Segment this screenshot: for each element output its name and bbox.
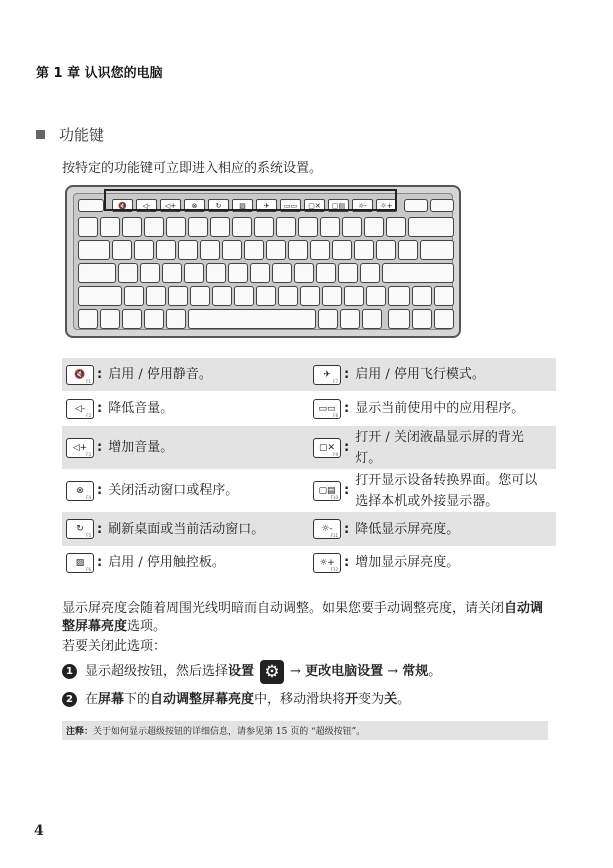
keyboard-key: [178, 240, 198, 260]
keyboard-key: [318, 309, 338, 329]
keyboard-key: [366, 286, 386, 306]
function-description: 打开 / 关闭液晶显示屏的背光灯。: [355, 429, 524, 466]
function-cell: [309, 426, 556, 469]
function-cell: [62, 469, 309, 512]
function-description: 启用 / 停用飞行模式。: [355, 367, 485, 382]
keyboard-key: [386, 217, 406, 237]
function-key-icon: ▢▤ F10: [313, 481, 341, 501]
keyboard-key: [212, 286, 232, 306]
keyboard-key: [166, 217, 186, 237]
keyboard-key: [382, 263, 454, 283]
keyboard-key: [398, 240, 418, 260]
function-key: ◁-: [136, 199, 157, 212]
function-key-icon: ☼+ F12: [313, 553, 341, 573]
keyboard-key: [388, 286, 410, 306]
chapter-title: 第 1 章 认识您的电脑: [36, 66, 163, 81]
keyboard-key: [316, 263, 336, 283]
keyboard-key: [298, 217, 318, 237]
function-description: 降低音量。: [108, 401, 174, 416]
function-row: [62, 512, 556, 546]
note-box: [62, 721, 548, 740]
keyboard-key: [278, 286, 298, 306]
keyboard-key: [254, 217, 274, 237]
keyboard-key: [100, 217, 120, 237]
function-key-icon: ▢✕ F9: [313, 438, 341, 458]
function-description: 启用 / 停用静音。: [108, 367, 212, 382]
keyboard-key: [234, 286, 254, 306]
keyboard-key: [288, 240, 308, 260]
section-heading: [36, 124, 104, 145]
keyboard-key: [78, 240, 110, 260]
keyboard-key: [140, 263, 160, 283]
keyboard-key: [404, 199, 428, 212]
keyboard-key: [144, 217, 164, 237]
keyboard-key: [168, 286, 188, 306]
keyboard-key: [388, 309, 410, 329]
colon: :: [344, 555, 350, 570]
keyboard-key: [310, 240, 330, 260]
function-key-icon: ⊗ F4: [66, 481, 94, 501]
keyboard-key: [222, 240, 242, 260]
auto-brightness-option: 自动调整屏幕亮度: [62, 601, 544, 634]
keyboard-key: [210, 217, 230, 237]
function-key: ▨: [232, 199, 253, 212]
function-key-icon: ✈ F7: [313, 365, 341, 385]
keyboard-key: [190, 286, 210, 306]
keyboard-key: [360, 263, 380, 283]
keyboard-key: [78, 263, 116, 283]
keyboard-key: [338, 263, 358, 283]
keyboard-key: [78, 286, 122, 306]
function-cell: [62, 546, 309, 579]
function-key: ▢✕: [304, 199, 325, 212]
keyboard-key: [266, 240, 286, 260]
keyboard-key: [162, 263, 182, 283]
function-key-table: [62, 358, 556, 579]
function-key: ▢▤: [328, 199, 349, 212]
colon: :: [97, 555, 103, 570]
function-key: ☼-: [352, 199, 373, 212]
keyboard-key: [256, 286, 276, 306]
function-description: 刷新桌面或当前活动窗口。: [108, 521, 265, 537]
function-cell: [62, 358, 309, 391]
function-key: ⊗: [184, 199, 205, 212]
esc-key: [78, 199, 104, 212]
keyboard-key: [144, 309, 164, 329]
keyboard-key: [376, 240, 396, 260]
section-intro: 按特定的功能键可立即进入相应的系统设置。: [62, 161, 323, 176]
keyboard-key: [228, 263, 248, 283]
step-1: 1 显示超级按钮，然后选择设置 ⚙ → 更改电脑设置 → 常规。: [62, 659, 441, 685]
function-cell: [309, 391, 556, 426]
keyboard-key: [412, 309, 432, 329]
keyboard-key: [362, 309, 382, 329]
keyboard-key: [78, 217, 98, 237]
function-row: [62, 391, 556, 426]
colon: :: [344, 440, 350, 455]
function-row: [62, 358, 556, 391]
keyboard-key: [408, 217, 454, 237]
keyboard-key: [166, 309, 186, 329]
note-text: 关于如何显示超级按钮的详细信息，请参见第 15 页的 “超级按钮”。: [93, 727, 366, 737]
keyboard-key: [118, 263, 138, 283]
keyboard-key: [354, 240, 374, 260]
function-key-icon: ☼- F11: [313, 519, 341, 539]
keyboard-key: [322, 286, 342, 306]
keyboard-key: [276, 217, 296, 237]
colon: :: [344, 521, 350, 537]
function-cell: [62, 426, 309, 469]
keyboard-key: [122, 309, 142, 329]
colon: :: [97, 521, 103, 537]
function-cell: [62, 391, 309, 426]
function-key-icon: ▨ F6: [66, 553, 94, 573]
function-keys-highlight: [104, 189, 397, 211]
keyboard-key: [430, 199, 454, 212]
keyboard-key: [232, 217, 252, 237]
colon: :: [344, 483, 350, 498]
keyboard-key: [344, 286, 364, 306]
function-description: 显示当前使用中的应用程序。: [355, 401, 525, 416]
keyboard-key: [250, 263, 270, 283]
brightness-paragraph: 显示屏亮度会随着周围光线明暗而自动调整。如果您要手动调整亮度，请关闭自动调整屏幕亮度选项。: [62, 601, 544, 634]
keyboard-key: [188, 217, 208, 237]
function-key-icon: ↻ F5: [66, 519, 94, 539]
keyboard-key: [206, 263, 226, 283]
keyboard-deck: [73, 193, 453, 330]
colon: :: [344, 401, 350, 416]
keyboard-key: [420, 240, 454, 260]
keyboard-key: [294, 263, 314, 283]
keyboard-key: [124, 286, 144, 306]
keyboard-key: [434, 286, 454, 306]
keyboard-key: [156, 240, 176, 260]
colon: :: [97, 440, 103, 455]
function-description: 增加音量。: [108, 440, 174, 455]
function-description: 打开显示设备转换界面。您可以选择本机或外接显示器。: [355, 472, 538, 509]
keyboard-key: [146, 286, 166, 306]
function-key-icon: ◁+ F3: [66, 438, 94, 458]
keyboard-key: [122, 217, 142, 237]
step-2-number: 2: [62, 692, 77, 707]
function-description: 降低显示屏亮度。: [355, 521, 460, 537]
keyboard-key: [412, 286, 432, 306]
function-description: 增加显示屏亮度。: [355, 555, 460, 570]
step-2: 2 在屏幕下的自动调整屏幕亮度中，移动滑块将开变为关。: [62, 691, 410, 709]
function-row: [62, 426, 556, 469]
bullet-square-icon: [36, 130, 45, 139]
function-row: [62, 469, 556, 512]
keyboard-key: [188, 309, 316, 329]
keyboard-key: [434, 309, 454, 329]
function-cell: [309, 546, 556, 579]
function-row: [62, 546, 556, 579]
function-cell: [309, 358, 556, 391]
page-number: 4: [34, 823, 44, 839]
function-cell: [309, 469, 556, 512]
function-key: ☼+: [376, 199, 397, 212]
colon: :: [97, 483, 103, 498]
function-key: 🔇: [112, 199, 133, 212]
keyboard-key: [100, 309, 120, 329]
keyboard-key: [184, 263, 204, 283]
keyboard-key: [320, 217, 340, 237]
keyboard-key: [134, 240, 154, 260]
keyboard-key: [364, 217, 384, 237]
section-title: 功能键: [59, 126, 105, 144]
note-label: 注释：: [66, 727, 94, 737]
function-description: 启用 / 停用触控板。: [108, 555, 225, 570]
colon: :: [97, 367, 103, 382]
function-cell: [309, 512, 556, 546]
keyboard-key: [300, 286, 320, 306]
keyboard-key: [272, 263, 292, 283]
keyboard-key: [200, 240, 220, 260]
function-description: 关闭活动窗口或程序。: [108, 483, 239, 498]
function-key-icon: ▭▭ F8: [313, 399, 341, 419]
function-key: ▭▭: [280, 199, 301, 212]
keyboard-key: [340, 309, 360, 329]
keyboard-key: [112, 240, 132, 260]
function-cell: [62, 512, 309, 546]
colon: :: [344, 367, 350, 382]
keyboard-key: [78, 309, 98, 329]
keyboard-key: [342, 217, 362, 237]
keyboard-key: [332, 240, 352, 260]
settings-gear-icon: ⚙: [260, 660, 284, 684]
step-1-number: 1: [62, 664, 77, 679]
function-key-icon: ◁- F2: [66, 399, 94, 419]
colon: :: [97, 401, 103, 416]
steps-intro: 若要关闭此选项：: [62, 639, 167, 654]
function-key: ◁+: [160, 199, 181, 212]
function-key: ✈: [256, 199, 277, 212]
keyboard-key: [244, 240, 264, 260]
function-key-icon: 🔇 F1: [66, 365, 94, 385]
function-key: ↻: [208, 199, 229, 212]
